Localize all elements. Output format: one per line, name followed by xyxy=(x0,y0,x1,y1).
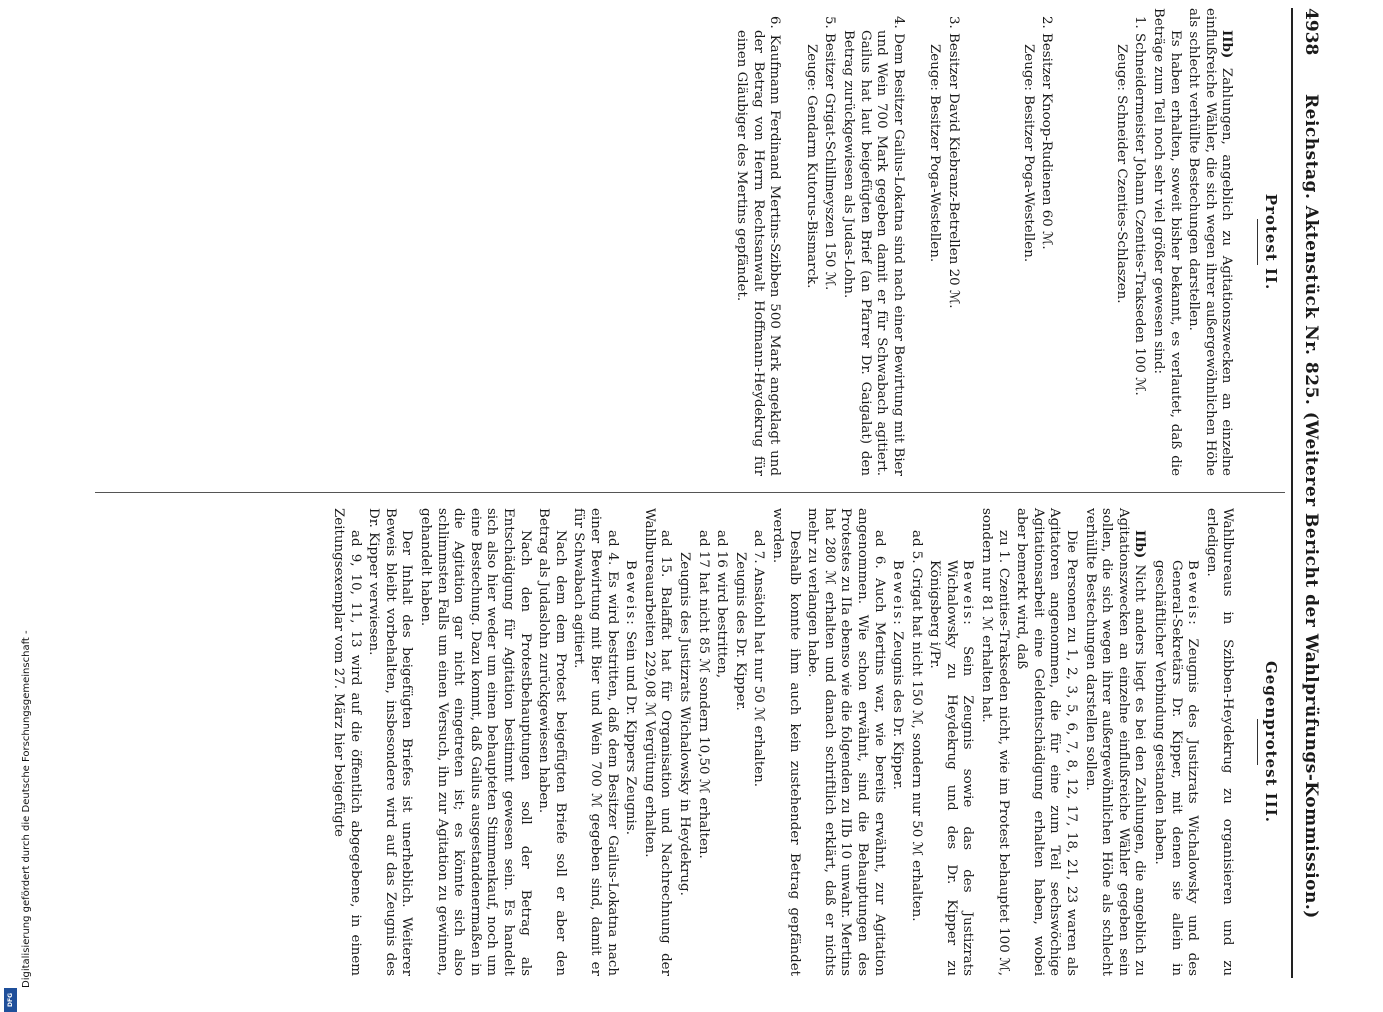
running-header xyxy=(1291,8,1325,978)
evidence-note: Zeugnis des Justizrats Wichalowsky in Heydekrug. xyxy=(677,552,692,896)
paragraph: ad 16 wird bestritten, xyxy=(714,530,730,679)
right-column xyxy=(328,508,1279,976)
title-rule xyxy=(1257,219,1258,265)
left-column-title: Protest II. xyxy=(1262,193,1280,291)
paragraph: ad 17 hat nicht 85 ℳ sondern 10,50 ℳ erhalten. xyxy=(695,530,711,859)
item-witness: Zeuge: Besitzer Poga-Westellen. xyxy=(1020,44,1036,263)
document-page xyxy=(75,8,1325,978)
evidence-note xyxy=(1150,560,1200,976)
running-title: Reichstag. Aktenstück Nr. 825. (Weiterer Bericht der Wahlprüfungs-Kommission.) xyxy=(1301,94,1321,919)
evidence-label: Beweis: xyxy=(890,560,906,627)
item-text: Besitzer Grigat-Schillmeyszen 150 ℳ. xyxy=(822,33,838,291)
item-witness: Zeuge: Besitzer Poga-Westellen. xyxy=(927,44,943,263)
item-number: 5. xyxy=(822,16,838,29)
section-text: Nicht anders liegt es bei den Zahlungen, die angeblich zu Agitationszwecken an einzelne einflußreiche Wähler gegeben sein sollen, die sich wegen ihrer außergewöhnlichen Höhe als schlecht verhüllte Bestechungen darstellen sollen. xyxy=(1082,508,1148,976)
list-item xyxy=(1131,8,1148,476)
evidence-label: Beweis: xyxy=(623,560,639,627)
list-item xyxy=(840,8,906,476)
item-number: 2. xyxy=(1039,16,1055,29)
item-text: Dem Besitzer Gailus-Lokatna sind nach einer Bewirtung mit Bier und Wein 700 Mark gegeben damit er für Schwabach agitiert. Gailus hat laut beigefügten Brief (an Pfarrer Dr. Gaigalat) den Betrag zurückgewiesen als Judas-Lohn. xyxy=(841,30,906,476)
paragraph: Wahlbureaus in Szibben-Heydekrug zu organisieren und zu erledigen. xyxy=(1203,508,1236,976)
item-number: 4. xyxy=(890,16,906,29)
item-witness: Zeuge: Schneider Czenties-Schlaszen. xyxy=(1113,44,1129,304)
intro-paragraph: Es haben erhalten, soweit bisher bekannt, es verlautet, daß die Beträge zum Teil noch sehr viel größer gewesen sind: xyxy=(1151,8,1183,476)
section-label: IIb) xyxy=(1219,30,1236,59)
evidence-text: Zeugnis des Dr. Kipper. xyxy=(890,631,906,790)
header-rule xyxy=(1291,8,1293,978)
paragraph: ad 4. Es wird bestritten, daß dem Besitzer Gailus-Lokatna nach einer Bewirtung mit Bier und Wein 700 ℳ gegeben sind, damit er für Schwabach agitiert. xyxy=(571,508,620,976)
item-witness: Zeuge: Gendarm Kutorus-Bismarck. xyxy=(803,44,819,289)
evidence-text: Zeugnis des Justizrats Wichalowsky und des General-Sekretärs Dr. Kipper, mit denen sie allein in geschäftlicher Verbindung gestanden haben. xyxy=(1152,560,1201,976)
paragraph: ad 9, 10, 11, 13 wird auf die öffentlich abgegebene, in einem Zeitungsexemplar vom 27. März hier beigefügte xyxy=(331,508,363,976)
item-text: Kaufmann Ferdinand Mertins-Szibben 500 Mark angeklagt und der Betrag von Herrn Rechtsanwalt Hoffmann-Heydekrug für einen Gläubiger des Mertins gepfändet. xyxy=(734,30,783,476)
left-column xyxy=(731,8,1279,476)
list-item xyxy=(944,8,961,476)
paragraph: Die Personen zu 1, 2, 3, 5, 6, 7, 8, 12, 17, 18, 21, 23 waren als Agitatoren angenommen, die für eine zum Teil sechswöchige Agitationsarbeit eine Geldentschädigung erhalten haben, wobei aber bemerkt wird, daß xyxy=(1014,508,1080,976)
list-item xyxy=(1038,8,1055,476)
paragraph: Nach dem dem Protest beigefügten Briefe soll er aber den Betrag als Judaslohn zurückgewiesen haben. xyxy=(536,508,568,976)
paragraph: Deshalb konnte ihm auch kein zustehender Betrag gepfändet werden. xyxy=(769,508,802,976)
column-divider xyxy=(95,492,1285,493)
item-text: Besitzer David Kiebranz-Betrellen 20 ℳ. xyxy=(946,33,962,309)
paragraph: ad 7. Ansätohl hat nur 50 ℳ erhalten. xyxy=(751,530,767,788)
evidence-note: Zeugnis des Dr. Kipper. xyxy=(732,552,748,711)
item-number: 3. xyxy=(946,16,962,29)
list-item xyxy=(821,8,838,476)
evidence-text: Sein und Dr. Kippers Zeugnis. xyxy=(623,631,639,835)
section-text: Zahlungen, angeblich zu Agitationszwecken an einzelne einflußreiche Wähler, die sich wegen ihrer außergewöhnlichen Höhe als schlecht verhüllte Bestechungen darstellen. xyxy=(1186,8,1235,476)
item-text: Besitzer Knoop-Rudienen 60 ℳ. xyxy=(1039,33,1055,250)
evidence-label: Beweis: xyxy=(960,560,976,627)
evidence-label: Beweis: xyxy=(1185,560,1201,627)
title-rule xyxy=(1257,719,1258,765)
evidence-text: Sein Zeugnis sowie das des Justizrats Wichalowsky zu Heydekrug und des Dr. Kipper zu Königsberg i/Pr. xyxy=(927,560,976,977)
paragraph: zu 1. Czenties-Trakseden nicht, wie im Protest behauptet 100 ℳ, sondern nur 81 ℳ erhalten hat. xyxy=(979,508,1011,976)
paragraph: ad 6. Auch Mertins war, wie bereits erwähnt, zur Agitation angenommen. Wie schon erwähnt, sind die Behauptungen des Protestes zu IIa ebenso wie die folgenden zu IIb 10 unwahr. Mertins hat 280 ℳ erhalten und danach schriftlich erklärt, daß er nichts mehr zu verlangen habe. xyxy=(805,508,887,976)
paragraph: ad 5. Grigat hat nicht 150 ℳ, sondern nur 50 ℳ erhalten. xyxy=(908,530,924,922)
evidence-note xyxy=(889,560,906,976)
evidence-note xyxy=(622,560,639,976)
section-paragraph xyxy=(1185,8,1236,476)
paragraph: ad 15. Balaffat hat für Organisation und Nachrechnung der Wahlbureauarbeiten 229,08 ℳ Vergütung erhalten. xyxy=(641,508,674,976)
right-column-title: Gegenprotest III. xyxy=(1262,660,1280,824)
item-number: 1. xyxy=(1132,16,1148,29)
item-text: Schneidermeister Johann Czenties-Trakseden 100 ℳ. xyxy=(1132,33,1148,396)
page-number: 4938 xyxy=(1301,8,1321,56)
paragraph: Nach den Protestbehauptungen soll der Betrag als Entschädigung für Agitation bestimmt gewesen sein. Es handelt sich also hier weder um einen behaupteten Stimmenkauf, noch um eine Bestechung. Dazu kommt, daß Gailus ausgestandenermaßen in die Agitation gar nicht eingetreten ist; es könnte sich also schlimmsten Falls um einen Versuch, ihn zur Agitation zu gewinnen, gehandelt haben. xyxy=(418,508,533,976)
list-item xyxy=(733,8,783,476)
section-label: IIb) xyxy=(1132,530,1149,559)
paragraph: Der Inhalt des beigefügten Briefes ist unerheblich. Weiterer Beweis bleibt vorbehalten, insbesondere wird auf das Zeugnis des Dr. Kipper verwiesen. xyxy=(366,508,415,976)
funding-note: Digitalisierung gefördert durch die Deutsche Forschungsgemeinschaft - xyxy=(21,630,32,988)
dfg-logo: DFG xyxy=(4,988,17,1012)
section-paragraph xyxy=(1081,508,1148,976)
digitization-footer xyxy=(3,596,32,1008)
item-number: 6. xyxy=(767,16,783,29)
evidence-note xyxy=(926,560,976,976)
